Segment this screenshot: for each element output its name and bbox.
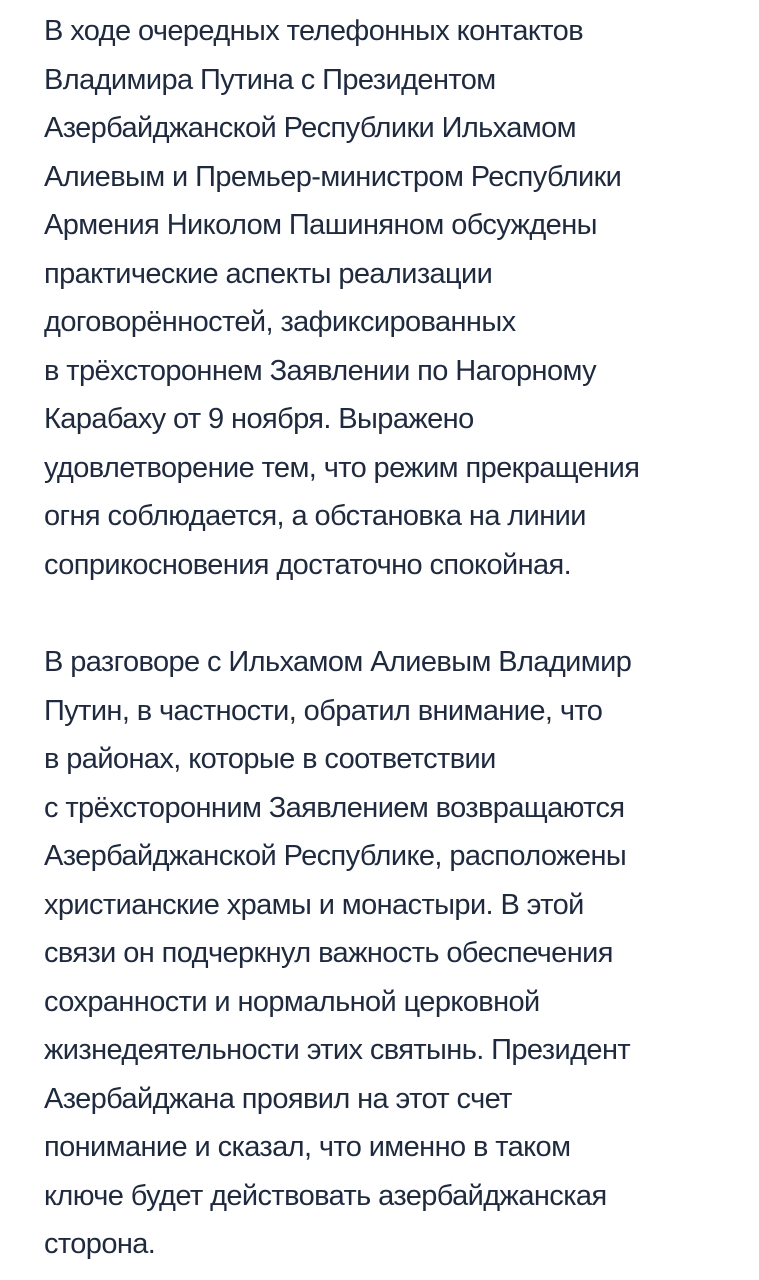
text-line: Владимира Путина с Президентом xyxy=(44,63,496,96)
text-line: в районах, которые в соответствии xyxy=(44,743,496,775)
text-line: жизнедеятельности этих святынь. Президент xyxy=(44,1034,631,1066)
text-line: В ходе очередных телефонных контактов xyxy=(44,15,583,47)
text-line: Армения Николом Пашиняном обсуждены xyxy=(44,209,597,241)
text-line: связи он подчеркнул важность обеспечения xyxy=(44,937,613,969)
paragraph-1 xyxy=(44,7,744,589)
article-text xyxy=(44,7,744,1269)
text-line: огня соблюдается, а обстановка на линии xyxy=(44,500,586,532)
text-line: понимание и сказал, что именно в таком xyxy=(44,1131,571,1163)
text-line: с трёхсторонним Заявлением возвращаются xyxy=(44,791,625,824)
paragraph-gap xyxy=(44,589,744,638)
text-line: сторона. xyxy=(44,1228,156,1260)
text-line: Карабаху от 9 ноября. Выражено xyxy=(44,403,474,435)
text-line: сохранности и нормальной церковной xyxy=(44,985,540,1018)
text-line: Алиевым и Премьер-министром Республики xyxy=(44,160,622,193)
text-line: ключе будет действовать азербайджанская xyxy=(44,1179,607,1212)
text-line: В разговоре с Ильхамом Алиевым Владимир xyxy=(44,646,632,678)
text-line: удовлетворение тем, что режим прекращения xyxy=(44,451,640,484)
text-line: Путин, в частности, обратил внимание, что xyxy=(44,694,603,727)
text-line: Азербайджанской Республике, расположены xyxy=(44,840,627,872)
text-line: Азербайджана проявил на этот счет xyxy=(44,1082,512,1115)
text-line: в трёхстороннем Заявлении по Нагорному xyxy=(44,354,597,387)
text-line: Азербайджанской Республики Ильхамом xyxy=(44,112,576,144)
paragraph-2 xyxy=(44,638,744,1269)
text-line: практические аспекты реализации xyxy=(44,257,493,290)
text-line: соприкосновения достаточно спокойная. xyxy=(44,548,572,581)
text-line: христианские храмы и монастыри. В этой xyxy=(44,888,584,921)
text-line: договорённостей, зафиксированных xyxy=(44,306,516,338)
